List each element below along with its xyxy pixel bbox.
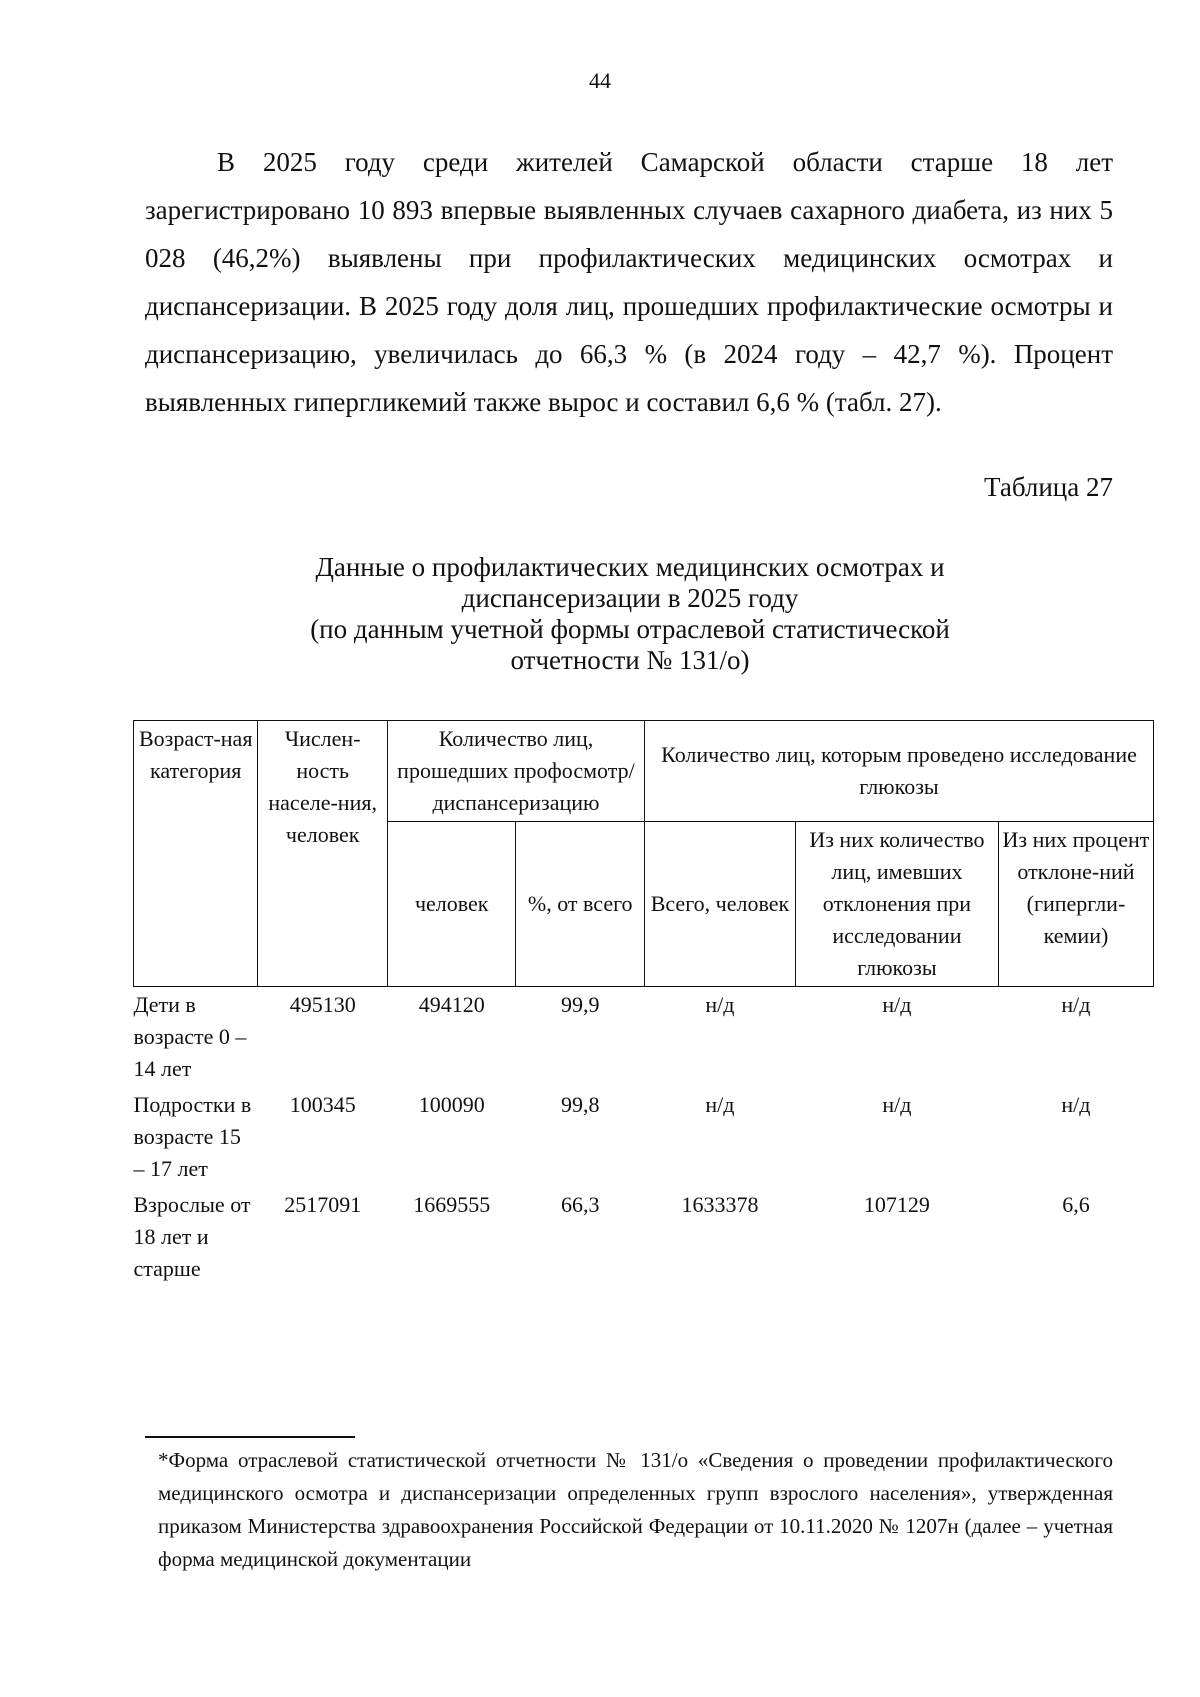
- table-title-line: (по данным учетной формы отраслевой статистической: [310, 614, 950, 644]
- table-row: [134, 1087, 1154, 1187]
- header-glucose-group: Количество лиц, которым проведено исследование глюкозы: [644, 721, 1153, 822]
- cell-examined-people: 100090: [418, 1092, 485, 1117]
- screening-table: [133, 720, 1154, 1287]
- table-row: [134, 987, 1154, 1088]
- cell-population: 100345: [289, 1092, 356, 1117]
- table-title: [200, 552, 1060, 676]
- cell-glucose-total: н/д: [705, 1092, 735, 1117]
- header-age-category: Возраст-ная категория: [134, 721, 258, 987]
- cell-glucose-deviations: н/д: [882, 1092, 912, 1117]
- cell-population: 495130: [289, 992, 356, 1017]
- page-number: 44: [589, 68, 611, 93]
- cell-glucose-percent: 6,6: [1062, 1192, 1090, 1217]
- header-glucose-total: Всего, человек: [644, 822, 795, 987]
- cell-category: Подростки в возрасте 15 – 17 лет: [133, 1092, 252, 1181]
- cell-glucose-total: 1633378: [681, 1192, 759, 1217]
- cell-glucose-percent: н/д: [1061, 1092, 1091, 1117]
- header-row-top: [134, 721, 1154, 822]
- header-glucose-deviations: Из них количество лиц, имевших отклонения при исследовании глюкозы: [795, 822, 998, 987]
- cell-examined-people: 1669555: [413, 1192, 491, 1217]
- header-examined-percent: %, от всего: [516, 822, 645, 987]
- cell-glucose-total: н/д: [705, 992, 735, 1017]
- cell-category: Взрослые от 18 лет и старше: [133, 1192, 251, 1281]
- table-title-line: Данные о профилактических медицинских осмотрах и: [315, 552, 945, 582]
- cell-glucose-percent: н/д: [1061, 992, 1091, 1017]
- header-examined-group: Количество лиц, прошедших профосмотр/ диспансеризацию: [387, 721, 644, 822]
- cell-examined-people: 494120: [418, 992, 485, 1017]
- intro-paragraph: В 2025 году среди жителей Самарской области старше 18 лет зарегистрировано 10 893 впервые выявленных случаев сахарного диабета, из них 5 028 (46,2%) выявлены при профилактических медицинских осмотрах и диспансеризации. В 2025 году доля лиц, прошедших профилактические осмотры и диспансеризацию, увеличилась до 66,3 % (в 2024 году – 42,7 %). Процент выявленных гипергликемий также вырос и составил 6,6 % (табл. 27).: [145, 147, 1113, 417]
- cell-category: Дети в возрасте 0 – 14 лет: [133, 992, 247, 1081]
- cell-glucose-deviations: 107129: [863, 1192, 930, 1217]
- table-title-line: диспансеризации в 2025 году: [461, 583, 799, 613]
- cell-examined-percent: 66,3: [560, 1192, 600, 1217]
- cell-population: 2517091: [284, 1192, 362, 1217]
- cell-glucose-deviations: н/д: [882, 992, 912, 1017]
- header-glucose-percent: Из них процент отклоне-ний (гипергли-кемии): [998, 822, 1153, 987]
- footnote: *Форма отраслевой статистической отчетности № 131/о «Сведения о проведении профилактического медицинского осмотра и диспансеризации определенных групп взрослого населения», утвержденная приказом Министерства здравоохранения Российской Федерации от 10.11.2020 № 1207н (далее – учетная форма медицинской документации: [158, 1448, 1113, 1571]
- cell-examined-percent: 99,9: [560, 992, 600, 1017]
- table-row: [134, 1187, 1154, 1287]
- cell-examined-percent: 99,8: [560, 1092, 600, 1117]
- table-title-line: отчетности № 131/о): [510, 645, 750, 675]
- header-population: Числен-ность населе-ния, человек: [258, 721, 388, 987]
- table-number: Таблица 27: [984, 472, 1113, 502]
- header-examined-people: человек: [387, 822, 516, 987]
- footnote-separator: [145, 1436, 355, 1438]
